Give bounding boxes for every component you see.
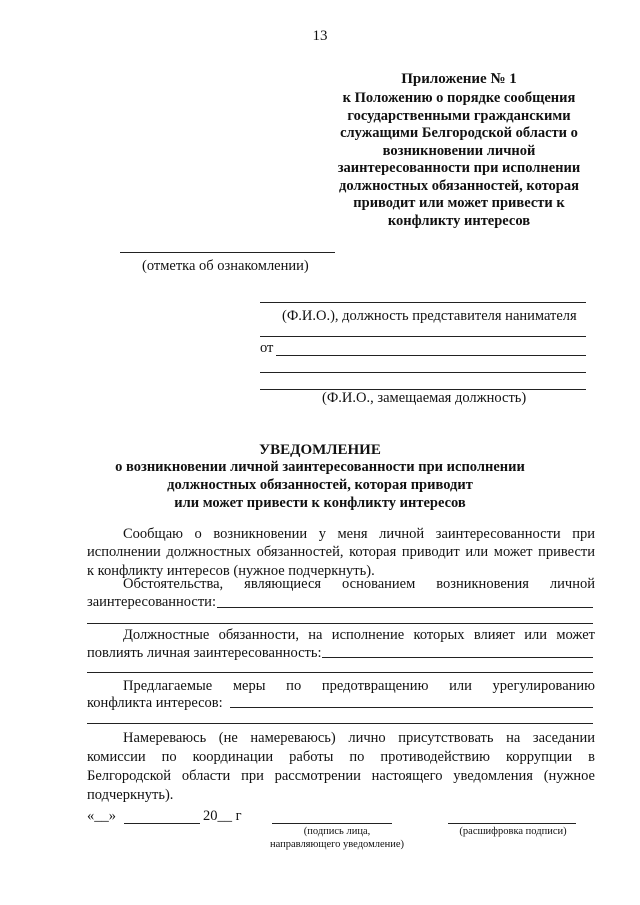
- notice-title: УВЕДОМЛЕНИЕ: [259, 442, 381, 458]
- annex-line: приводит или может привести к: [353, 195, 565, 211]
- annex-title: Приложение № 1: [401, 71, 517, 87]
- date-month-line[interactable]: [124, 823, 200, 824]
- notice-subtitle-line: должностных обязанностей, которая приводит: [167, 477, 473, 493]
- p2-label: заинтересованности:: [87, 594, 216, 610]
- signature-line[interactable]: [272, 823, 392, 824]
- employer-line-2: [260, 336, 586, 337]
- p3-answer-line[interactable]: [322, 657, 593, 658]
- notice-subtitle-line: или может привести к конфликту интересов: [174, 495, 466, 511]
- p2-answer-line[interactable]: [217, 607, 593, 608]
- p1-line3: к конфликту интересов (нужное подчеркнуть).: [87, 563, 375, 579]
- p1-line1: Сообщаю о возникновении у меня личной заинтересованности при: [123, 526, 595, 542]
- p4-label: конфликта интересов:: [87, 695, 223, 711]
- p5-line1: Намереваюсь (не намереваюсь) лично присутствовать на заседании: [123, 730, 595, 746]
- annex-line: конфликту интересов: [387, 212, 531, 229]
- p5-line4: подчеркнуть).: [87, 787, 174, 803]
- employer-caption: (Ф.И.О.), должность представителя нанимателя: [282, 308, 577, 324]
- annex-line: служащими Белгородской области о: [340, 125, 578, 141]
- signer-caption-line: (подпись лица,: [303, 826, 371, 837]
- notice-subtitle: [0, 458, 640, 512]
- annex-line: заинтересованности при исполнении: [337, 160, 581, 176]
- decoding-caption: (расшифровка подписи): [459, 826, 567, 837]
- notice-subtitle-line: о возникновении личной заинтересованности при исполнении: [115, 459, 525, 475]
- p3-label: повлиять личная заинтересованность:: [87, 645, 322, 661]
- p5-line3: Белгородской области при рассмотрении настоящего уведомления (нужное: [87, 768, 595, 784]
- annex-reference: [330, 90, 588, 230]
- from-label: от: [260, 340, 274, 356]
- p4-answer-line[interactable]: [230, 707, 593, 708]
- annex-line: государственными гражданскими: [347, 107, 571, 124]
- annex-line: возникновении личной: [382, 142, 536, 159]
- employee-caption: (Ф.И.О., замещаемая должность): [322, 390, 527, 406]
- date-prefix: «__»: [87, 808, 116, 824]
- annex-line: должностных обязанностей, которая: [339, 177, 579, 194]
- acknowledgement-line: [120, 252, 335, 253]
- page-number: 13: [312, 28, 328, 44]
- from-line: [276, 355, 586, 356]
- p5-line2: комиссии по координации работы по противодействию коррупции в: [87, 749, 595, 765]
- date-year: 20__ г: [203, 808, 242, 824]
- annex-line: к Положению о порядке сообщения: [342, 90, 576, 106]
- decoding-line[interactable]: [448, 823, 576, 824]
- signer-caption-line: направляющего уведомление): [269, 839, 405, 850]
- signer-caption: [262, 825, 412, 851]
- p2-line1: Обстоятельства, являющиеся основанием возникновения личной: [123, 576, 595, 592]
- from-line-2: [260, 372, 586, 373]
- p4-line1: Предлагаемые меры по предотвращению или урегулированию: [123, 678, 595, 694]
- p2-answer-line-2[interactable]: [87, 623, 593, 624]
- p3-answer-line-2[interactable]: [87, 672, 593, 673]
- employer-line: [260, 302, 586, 303]
- p4-answer-line-2[interactable]: [87, 723, 593, 724]
- acknowledgement-caption: (отметка об ознакомлении): [142, 258, 309, 274]
- p3-line1: Должностные обязанности, на исполнение которых влияет или может: [123, 627, 595, 643]
- p1-line2: исполнении должностных обязанностей, которая приводит или может привести: [87, 544, 595, 560]
